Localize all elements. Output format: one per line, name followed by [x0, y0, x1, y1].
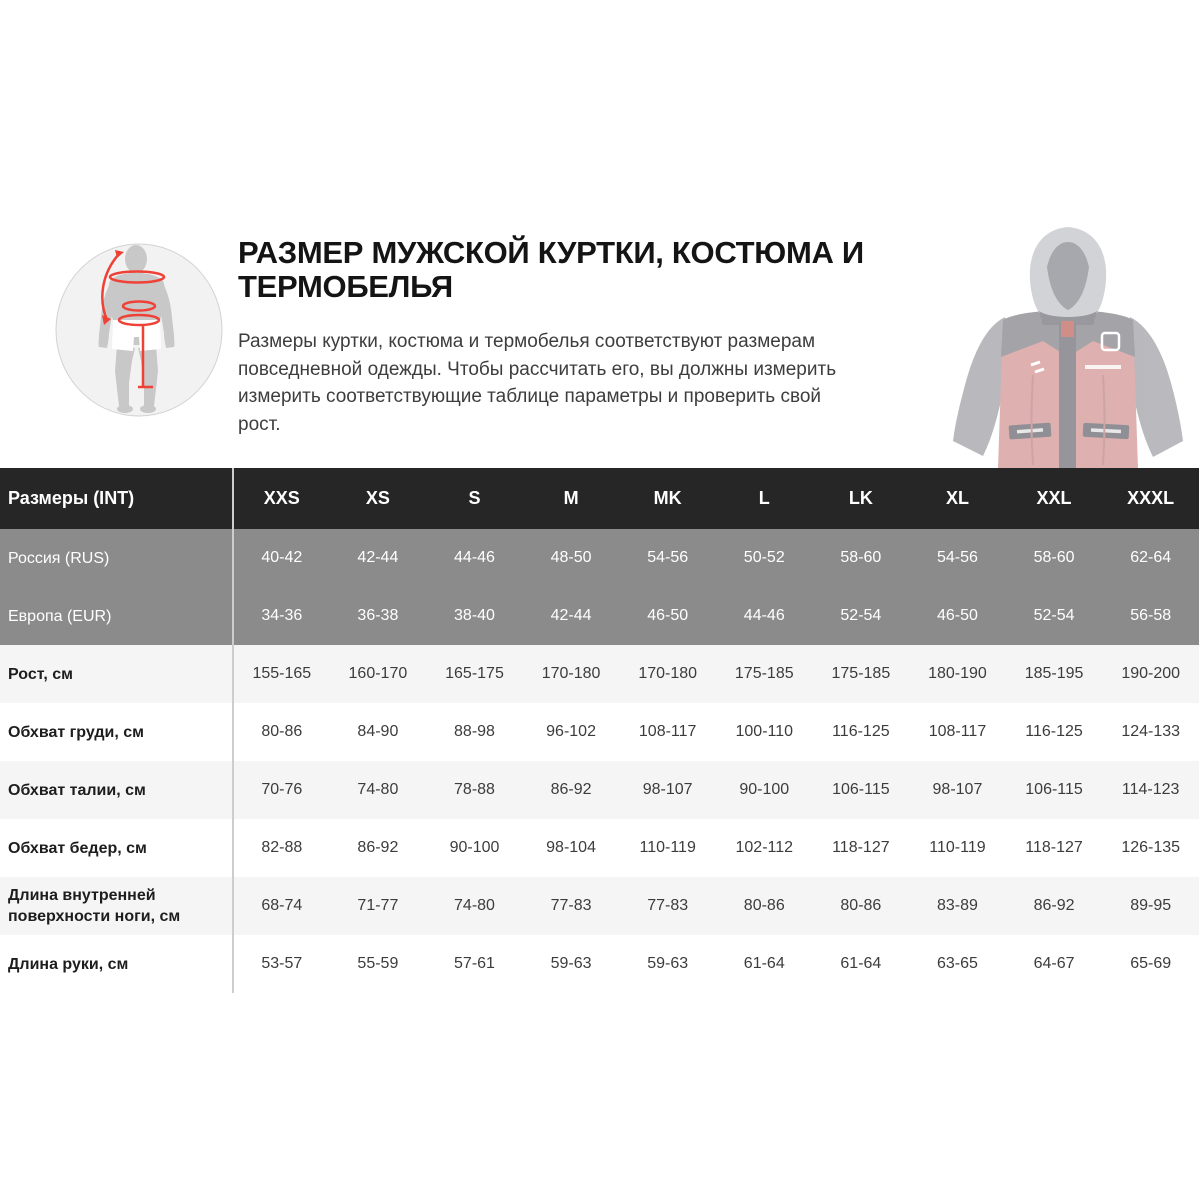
size-value-cell: 102-112 [716, 819, 813, 877]
table-row-waist [0, 761, 1199, 819]
body-silhouette-illustration [55, 243, 223, 419]
size-value-cell: 126-135 [1102, 819, 1199, 877]
size-value-cell: 36-38 [330, 587, 427, 645]
measurement-diagram [55, 243, 223, 419]
size-value-cell: 59-63 [619, 935, 716, 993]
size-value-cell: 52-54 [813, 587, 910, 645]
size-value-cell: 84-90 [330, 703, 427, 761]
size-value-cell: 52-54 [1006, 587, 1103, 645]
size-value-cell: 118-127 [813, 819, 910, 877]
table-row-arm-length [0, 935, 1199, 993]
table-row-hips [0, 819, 1199, 877]
size-value-cell: 80-86 [233, 703, 330, 761]
table-row-chest [0, 703, 1199, 761]
size-value-cell: 62-64 [1102, 529, 1199, 587]
size-value-cell: 96-102 [523, 703, 620, 761]
row-label: Обхват груди, см [0, 703, 233, 761]
size-value-cell: 86-92 [523, 761, 620, 819]
size-value-cell: 124-133 [1102, 703, 1199, 761]
size-value-cell: 86-92 [330, 819, 427, 877]
size-value-cell: 64-67 [1006, 935, 1103, 993]
size-value-cell: 74-80 [426, 877, 523, 935]
size-value-cell: 160-170 [330, 645, 427, 703]
size-value-cell: 89-95 [1102, 877, 1199, 935]
size-value-cell: 44-46 [426, 529, 523, 587]
size-column-header: L [716, 468, 813, 529]
size-value-cell: 83-89 [909, 877, 1006, 935]
row-label: Обхват бедер, см [0, 819, 233, 877]
size-value-cell: 54-56 [909, 529, 1006, 587]
size-value-cell: 106-115 [1006, 761, 1103, 819]
size-column-header: XXS [233, 468, 330, 529]
size-table-header-row [0, 468, 1199, 529]
jacket-product-image [935, 225, 1200, 468]
size-value-cell: 55-59 [330, 935, 427, 993]
size-value-cell: 82-88 [233, 819, 330, 877]
size-value-cell: 77-83 [523, 877, 620, 935]
size-value-cell: 170-180 [523, 645, 620, 703]
row-label: Длина руки, см [0, 935, 233, 993]
size-value-cell: 88-98 [426, 703, 523, 761]
size-value-cell: 38-40 [426, 587, 523, 645]
size-value-cell: 61-64 [813, 935, 910, 993]
size-value-cell: 57-61 [426, 935, 523, 993]
size-value-cell: 108-117 [909, 703, 1006, 761]
size-column-header: XXXL [1102, 468, 1199, 529]
size-value-cell: 175-185 [813, 645, 910, 703]
size-value-cell: 98-107 [619, 761, 716, 819]
size-value-cell: 100-110 [716, 703, 813, 761]
size-value-cell: 77-83 [619, 877, 716, 935]
size-value-cell: 50-52 [716, 529, 813, 587]
size-value-cell: 110-119 [909, 819, 1006, 877]
size-value-cell: 46-50 [909, 587, 1006, 645]
heading-block [238, 236, 938, 438]
size-value-cell: 165-175 [426, 645, 523, 703]
size-value-cell: 63-65 [909, 935, 1006, 993]
size-value-cell: 116-125 [1006, 703, 1103, 761]
description-line: измерить соответствующие таблице параметры и проверить свой [238, 386, 822, 407]
size-value-cell: 170-180 [619, 645, 716, 703]
size-value-cell: 116-125 [813, 703, 910, 761]
size-value-cell: 90-100 [426, 819, 523, 877]
page-title: РАЗМЕР МУЖСКОЙ КУРТКИ, КОСТЮМА И ТЕРМОБЕЛЬЯ [238, 235, 864, 304]
jacket-illustration [935, 225, 1200, 468]
size-column-header: MK [619, 468, 716, 529]
size-value-cell: 59-63 [523, 935, 620, 993]
size-value-cell: 175-185 [716, 645, 813, 703]
size-value-cell: 118-127 [1006, 819, 1103, 877]
size-value-cell: 80-86 [813, 877, 910, 935]
size-table [0, 468, 1200, 993]
size-value-cell: 53-57 [233, 935, 330, 993]
size-value-cell: 80-86 [716, 877, 813, 935]
size-value-cell: 58-60 [1006, 529, 1103, 587]
size-value-cell: 42-44 [330, 529, 427, 587]
size-value-cell: 98-104 [523, 819, 620, 877]
size-column-header: S [426, 468, 523, 529]
size-value-cell: 44-46 [716, 587, 813, 645]
size-value-cell: 71-77 [330, 877, 427, 935]
table-row-inner-leg [0, 877, 1199, 935]
size-value-cell: 90-100 [716, 761, 813, 819]
size-value-cell: 98-107 [909, 761, 1006, 819]
size-value-cell: 65-69 [1102, 935, 1199, 993]
row-label: Рост, см [0, 645, 233, 703]
size-value-cell: 56-58 [1102, 587, 1199, 645]
size-value-cell: 110-119 [619, 819, 716, 877]
intro-section [0, 0, 1200, 468]
size-value-cell: 46-50 [619, 587, 716, 645]
size-value-cell: 78-88 [426, 761, 523, 819]
size-table-corner-header: Размеры (INT) [0, 468, 233, 529]
brand-text-mark [1085, 365, 1121, 369]
table-row-russia [0, 529, 1199, 587]
size-value-cell: 42-44 [523, 587, 620, 645]
size-column-header: XL [909, 468, 1006, 529]
size-value-cell: 58-60 [813, 529, 910, 587]
row-label: Длина внутренней поверхности ноги, см [0, 877, 233, 935]
size-value-cell: 48-50 [523, 529, 620, 587]
size-value-cell: 106-115 [813, 761, 910, 819]
size-value-cell: 68-74 [233, 877, 330, 935]
jacket-shapes [953, 227, 1183, 468]
size-value-cell: 34-36 [233, 587, 330, 645]
table-row-height [0, 645, 1199, 703]
size-value-cell: 54-56 [619, 529, 716, 587]
size-value-cell: 61-64 [716, 935, 813, 993]
size-value-cell: 70-76 [233, 761, 330, 819]
size-column-header: XXL [1006, 468, 1103, 529]
row-label: Европа (EUR) [0, 587, 233, 645]
size-value-cell: 108-117 [619, 703, 716, 761]
page-description [238, 328, 938, 438]
size-column-header: XS [330, 468, 427, 529]
size-value-cell: 180-190 [909, 645, 1006, 703]
row-label: Россия (RUS) [0, 529, 233, 587]
size-value-cell: 40-42 [233, 529, 330, 587]
description-line: повседневной одежды. Чтобы рассчитать его, вы должны измерить [238, 358, 837, 380]
size-value-cell: 74-80 [330, 761, 427, 819]
row-label: Обхват талии, см [0, 761, 233, 819]
size-value-cell: 185-195 [1006, 645, 1103, 703]
size-value-cell: 190-200 [1102, 645, 1199, 703]
size-column-header: LK [813, 468, 910, 529]
description-line: рост. [238, 413, 281, 435]
size-column-header: M [523, 468, 620, 529]
table-row-europe [0, 587, 1199, 645]
description-line: Размеры куртки, костюма и термобелья соответствуют размерам [238, 331, 816, 352]
size-value-cell: 86-92 [1006, 877, 1103, 935]
size-value-cell: 114-123 [1102, 761, 1199, 819]
size-value-cell: 155-165 [233, 645, 330, 703]
